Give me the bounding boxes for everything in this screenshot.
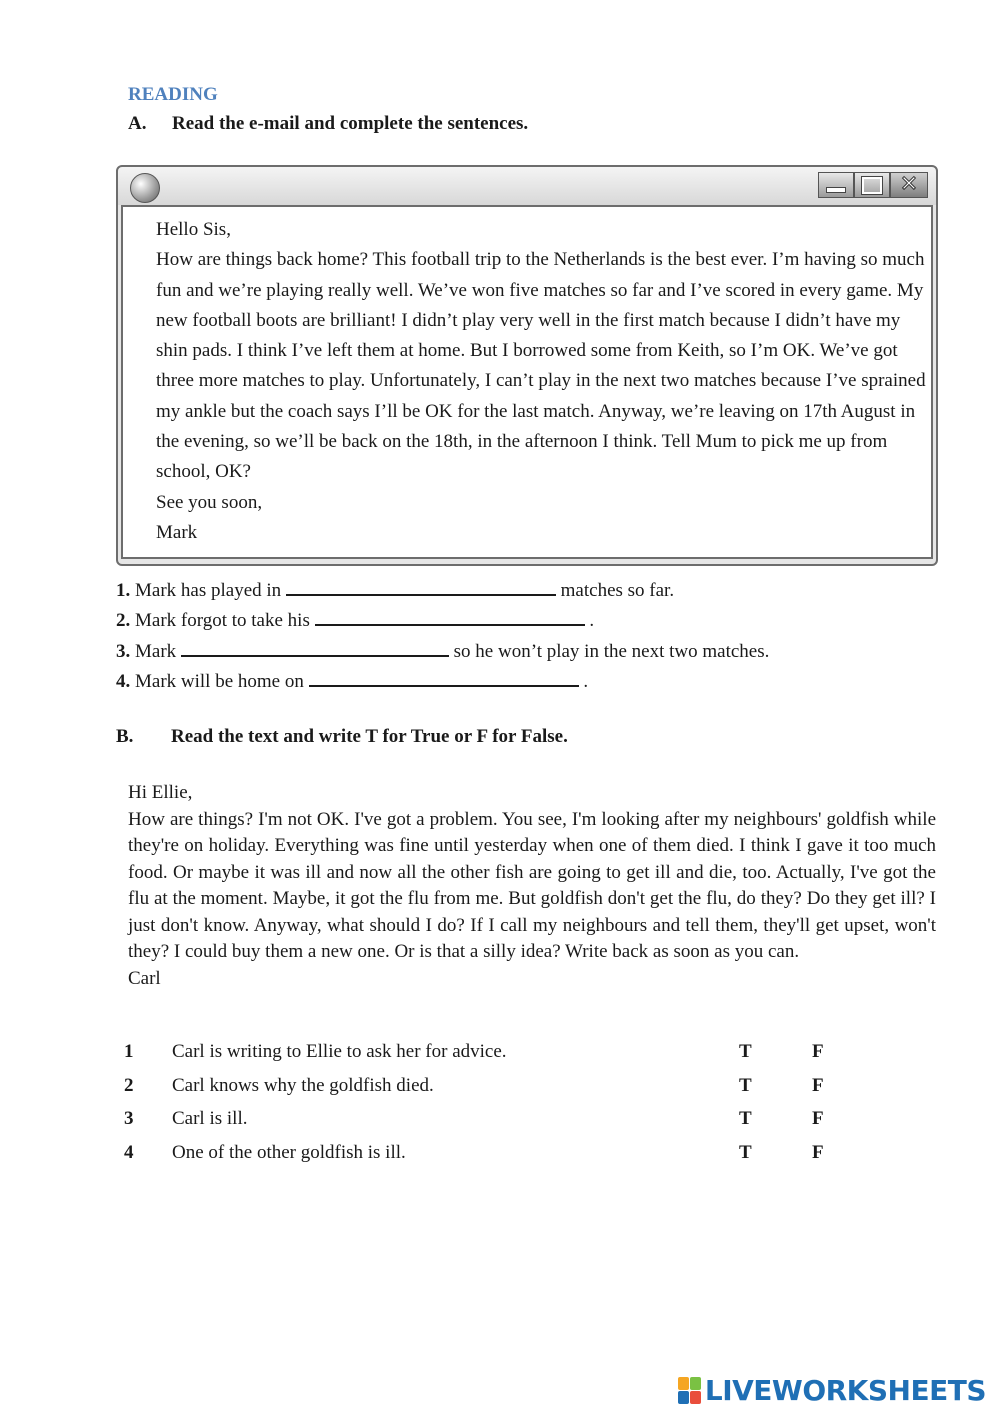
question-text-before: Mark will be home on bbox=[135, 671, 304, 692]
answer-blank-1[interactable] bbox=[286, 578, 556, 596]
question-number: 1. bbox=[116, 580, 131, 601]
true-option[interactable]: T bbox=[739, 1041, 752, 1062]
part-b-heading bbox=[116, 726, 568, 748]
statement-text: One of the other goldfish is ill. bbox=[172, 1142, 406, 1163]
statement-text: Carl knows why the goldfish died. bbox=[172, 1075, 434, 1096]
answer-blank-4[interactable] bbox=[309, 669, 579, 687]
question-text-after: matches so far. bbox=[560, 580, 675, 601]
close-icon: ✕ bbox=[890, 172, 928, 198]
statement-number: 3 bbox=[124, 1108, 134, 1129]
true-false-row bbox=[124, 1142, 844, 1172]
part-a-heading bbox=[128, 113, 528, 135]
true-option[interactable]: T bbox=[739, 1075, 752, 1096]
true-false-row bbox=[124, 1108, 844, 1138]
statement-number: 2 bbox=[124, 1075, 134, 1096]
question-row bbox=[116, 667, 588, 698]
statement-number: 4 bbox=[124, 1142, 134, 1163]
email-signature: Mark bbox=[156, 521, 198, 543]
minimize-icon bbox=[818, 172, 854, 198]
question-number: 2. bbox=[116, 610, 131, 631]
true-false-row bbox=[124, 1075, 844, 1105]
maximize-icon bbox=[854, 172, 890, 198]
false-option[interactable]: F bbox=[812, 1041, 824, 1062]
question-text-before: Mark forgot to take his bbox=[135, 610, 310, 631]
question-text-before: Mark has played in bbox=[135, 580, 282, 601]
true-false-row bbox=[124, 1041, 844, 1071]
email-body bbox=[121, 205, 933, 559]
section-title: READING bbox=[128, 84, 218, 105]
letter-paragraph: How are things? I'm not OK. I've got a problem. You see, I'm looking after my neighbours' goldfish while they're on holiday. Everything was fine until yesterday when one of them died. I think I gave it too much food. Or maybe it was ill and now all the other fish are going to get ill and die, too. Actually, I've got the flu at the moment. Maybe, it got the flu from me. But goldfish don't get the flu, do they? Do they get ill? I just don't know. Anyway, what should I do? If I call my neighbours and tell them, they'll get upset, won't they? I could buy them a new one. Or is that a silly idea? Write back as soon as you can. bbox=[128, 808, 936, 962]
part-b-letter: B. bbox=[116, 726, 134, 747]
answer-blank-3[interactable] bbox=[181, 639, 449, 657]
letter-greeting: Hi Ellie, bbox=[128, 782, 193, 803]
false-option[interactable]: F bbox=[812, 1075, 824, 1096]
part-a-letter: A. bbox=[128, 113, 147, 134]
question-text-after: . bbox=[589, 610, 595, 631]
window-app-icon bbox=[130, 173, 160, 203]
letter-text bbox=[128, 780, 936, 992]
part-a-instruction: Read the e-mail and complete the sentences. bbox=[172, 113, 529, 134]
email-text bbox=[156, 215, 936, 548]
question-text-before: Mark bbox=[135, 641, 177, 662]
question-number: 4. bbox=[116, 671, 131, 692]
email-closing: See you soon, bbox=[156, 491, 263, 513]
question-row bbox=[116, 606, 594, 637]
email-greeting: Hello Sis, bbox=[156, 219, 231, 240]
question-row bbox=[116, 576, 674, 607]
window-controls bbox=[818, 172, 928, 198]
part-b-instruction: Read the text and write T for True or F for False. bbox=[171, 726, 568, 747]
false-option[interactable]: F bbox=[812, 1142, 824, 1163]
liveworksheets-logo bbox=[678, 1374, 986, 1407]
question-text-after: . bbox=[583, 671, 589, 692]
false-option[interactable]: F bbox=[812, 1108, 824, 1129]
email-window bbox=[116, 165, 938, 566]
true-option[interactable]: T bbox=[739, 1108, 752, 1129]
liveworksheets-logo-icon bbox=[678, 1377, 702, 1405]
email-paragraph: How are things back home? This football trip to the Netherlands is the best ever. I’m having so much fun and we’re playing really well. We’ve won five matches so far and I’ve scored in every game. My new football boots are brilliant! I didn’t play very well in the first match because I didn’t have my shin pads. I think I’ve left them at home. But I borrowed some from Keith, so I’m OK. We’ve got three more matches to play. Unfortunately, I can’t play in the next two matches because I’ve sprained my ankle but the coach says I’ll be OK for the last match. Anyway, we’re leaving on 17th August in the evening, so we’ll be back on the 18th, in the afternoon I think. Tell Mum to pick me up from school, OK? bbox=[156, 249, 926, 483]
letter-signature: Carl bbox=[128, 967, 161, 989]
statement-text: Carl is writing to Ellie to ask her for advice. bbox=[172, 1041, 507, 1062]
statement-number: 1 bbox=[124, 1041, 134, 1062]
question-number: 3. bbox=[116, 641, 131, 662]
answer-blank-2[interactable] bbox=[315, 608, 585, 626]
question-row bbox=[116, 637, 769, 668]
true-option[interactable]: T bbox=[739, 1142, 752, 1163]
statement-text: Carl is ill. bbox=[172, 1108, 248, 1129]
question-text-after: so he won’t play in the next two matches. bbox=[453, 641, 770, 662]
logo-text: LIVEWORKSHEETS bbox=[704, 1374, 986, 1407]
